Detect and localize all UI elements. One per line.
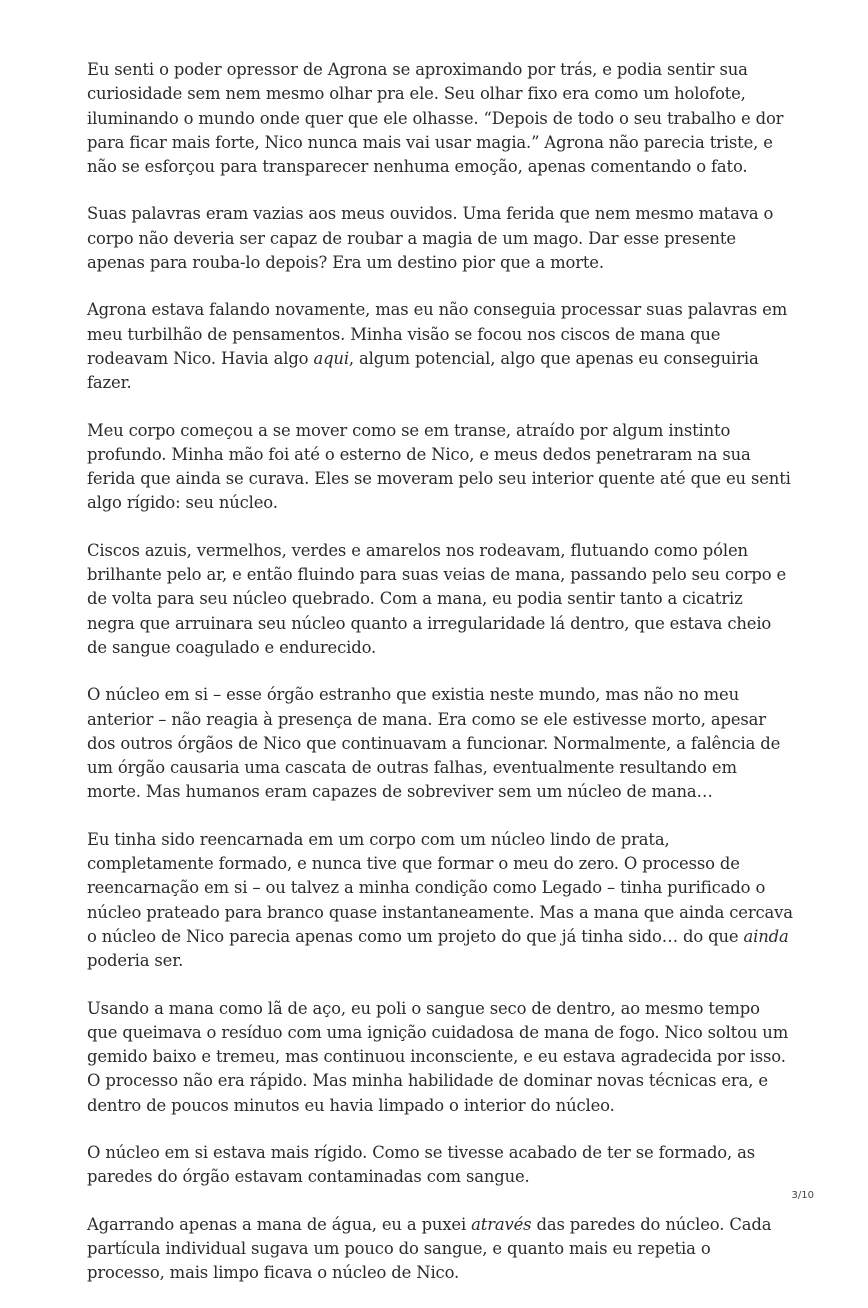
paragraph-2 [87,202,793,275]
text-run: poderia ser. [87,951,184,971]
text-run: Eu tinha sido reencarnada em um corpo com um núcleo lindo de prata, completamente formado, e nunca tive que formar o meu do zero. O processo de reencarnação em si – ou talvez a minha condição como Legado – tinha purificado o núcleo prateado para branco quase instantaneamente. Mas a mana que ainda cercava o núcleo de Nico parecia apenas como um projeto do que já tinha sido… do que [87,829,793,946]
paragraph-5 [87,539,793,660]
text-run: O núcleo em si – esse órgão estranho que existia neste mundo, mas não no meu anterior – não reagia à presença de mana. Era como se ele estivesse morto, apesar dos outros órgãos de Nico que continuavam a funcionar. Normalmente, a falência de um órgão causaria uma cascata de outras falhas, eventualmente resultando em morte. Mas humanos eram capazes de sobreviver sem um núcleo de mana… [87,685,781,802]
italic-text-run: através [471,1214,532,1234]
page-number: 3/10 [791,1190,814,1201]
text-run: Suas palavras eram vazias aos meus ouvidos. Uma ferida que nem mesmo matava o corpo não deveria ser capaz de roubar a magia de um mago. Dar esse presente apenas para rouba-lo depois? Era um destino pior que a morte. [87,204,774,273]
text-run: das paredes do núcleo. Cada partícula individual sugava um pouco do sangue, e quanto mais eu repetia o processo, mais limpo ficava o núcleo de Nico. [87,1214,772,1283]
text-run: Meu corpo começou a se mover como se em transe, atraído por algum instinto profundo. Minha mão foi até o esterno de Nico, e meus dedos penetraram na sua ferida que ainda se curava. Eles se moveram pelo seu interior quente até que eu senti algo rígido: seu núcleo. [87,420,791,513]
paragraph-4 [87,419,793,516]
text-run: Ciscos azuis, vermelhos, verdes e amarelos nos rodeavam, flutuando como pólen brilhante pelo ar, e então fluindo para suas veias de mana, passando pelo seu corpo e de volta para seu núcleo quebrado. Com a mana, eu podia sentir tanto a cicatriz negra que arruinara seu núcleo quanto a irregularidade lá dentro, que estava cheio de sangue coagulado e endurecido. [87,540,787,657]
paragraph-8 [87,997,793,1118]
paragraph-6 [87,683,793,804]
paragraph-10 [87,1213,793,1286]
text-run: Usando a mana como lã de aço, eu poli o sangue seco de dentro, ao mesmo tempo que queimava o resíduo com uma ignição cuidadosa de mana de fogo. Nico soltou um gemido baixo e tremeu, mas continuou inconsciente, e eu estava agradecida por isso. O processo não era rápido. Mas minha habilidade de dominar novas técnicas era, e dentro de poucos minutos eu havia limpado o interior do núcleo. [87,998,789,1115]
italic-text-run: ainda [743,926,789,946]
paragraph-9 [87,1141,793,1190]
text-run: Eu senti o poder opressor de Agrona se aproximando por trás, e podia sentir sua curiosidade sem nem mesmo olhar pra ele. Seu olhar fixo era como um holofote, iluminando o mundo onde quer que ele olhasse. “Depois de todo o seu trabalho e dor para ficar mais forte, Nico nunca mais vai usar magia.” Agrona não parecia triste, e não se esforçou para transparecer nenhuma emoção, apenas comentando o fato. [87,60,784,177]
document-body [87,58,793,1308]
italic-text-run: aqui [313,348,349,368]
paragraph-3 [87,298,793,395]
paragraph-7 [87,828,793,974]
text-run: Agarrando apenas a mana de água, eu a puxei [87,1214,472,1234]
text-run: , algum potencial, algo que apenas eu conseguiria fazer. [87,348,759,393]
paragraph-1 [87,58,793,179]
text-run: O núcleo em si estava mais rígido. Como se tivesse acabado de ter se formado, as paredes do órgão estavam contaminadas com sangue. [87,1142,756,1187]
text-run: Agrona estava falando novamente, mas eu não conseguia processar suas palavras em meu turbilhão de pensamentos. Minha visão se focou nos ciscos de mana que rodeavam Nico. Havia algo [87,300,788,368]
